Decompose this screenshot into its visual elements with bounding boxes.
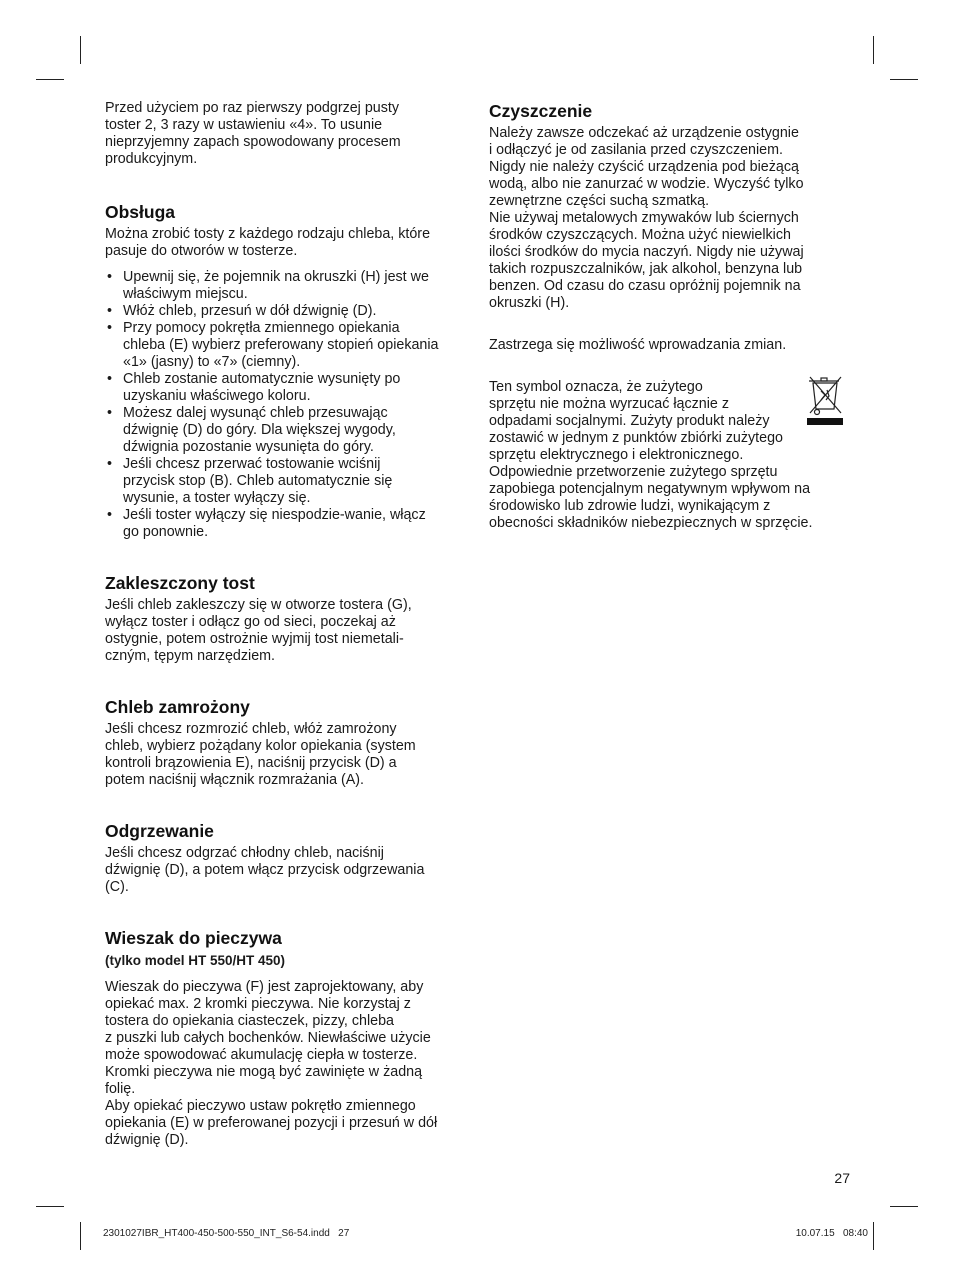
crossed-out-wheelie-bin-icon bbox=[805, 373, 845, 425]
section-heading-wieszak: Wieszak do pieczywa bbox=[105, 928, 282, 948]
list-item: • Jeśli toster wyłączy się niespodzie-wanie, włącz go ponownie. bbox=[105, 507, 470, 541]
wieszak-paragraph: Wieszak do pieczywa (F) jest zaprojektowany, aby opiekać max. 2 kromki pieczywa. Nie korzystaj z tostera do opiekania ciasteczek, pizzy, chleba z puszki lub całych bochenków. Niewłaściwe użycie może spowodować akumulację ciepła w tosterze. Kromki pieczywa nie mogą być zawinięte w żadną folię. Aby opiekać pieczywo ustaw pokrętło zmiennego opiekania (E) w preferowanej pozycji i przesuń w dół dźwignię (D). bbox=[105, 979, 438, 1148]
list-item: • Możesz dalej wysunąć chleb przesuwając dźwignię (D) do góry. Dla większej wygody, dźwignia pozostanie wysunięta do góry. bbox=[105, 405, 470, 456]
crop-mark bbox=[36, 1206, 64, 1207]
section-heading-czyszczenie: Czyszczenie bbox=[489, 101, 593, 121]
list-item: • Przy pomocy pokrętła zmiennego opiekania chleba (E) wybierz preferowany stopień opiekania «1» (jasny) to «7» (ciemny). bbox=[105, 320, 470, 371]
crop-mark bbox=[873, 36, 874, 64]
list-item: • Chleb zostanie automatycznie wysunięty po uzyskaniu właściwego koloru. bbox=[105, 371, 470, 405]
intro-paragraph: Przed użyciem po raz pierwszy podgrzej pusty toster 2, 3 razy w ustawieniu «4». To usunie nieprzyjemny zapach spowodowany procesem produkcyjnym. bbox=[105, 100, 401, 167]
crop-mark bbox=[36, 79, 64, 80]
zakleszczony-paragraph: Jeśli chleb zakleszczy się w otworze tostera (G), wyłącz toster i odłącz go od sieci, poczekaj aż ostygnie, potem ostrożnie wyjmij tost niemetali- czným, tępym narzędziem. bbox=[105, 597, 412, 664]
czyszczenie-paragraph: Należy zawsze odczekać aż urządzenie ostygnie i odłączyć je od zasilania przed czyszczeniem. Nigdy nie należy czyścić urządzenia pod bieżącą wodą, albo nie zanurzać w wodzie. Wyczyść tylko zewnętrzne części suchą szmatką. Nie używaj metalowych zmywaków lub ściernych środków czyszczących. Można użyć niewielkich ilości środków do mycia naczyń. Nigdy nie używaj takich rozpuszczalników, jak alkohol, benzyna lub benzen. Od czasu do czasu opróżnij pojemnik na okruszki (H). bbox=[489, 125, 804, 311]
crop-mark bbox=[80, 1222, 81, 1250]
odgrzewanie-paragraph: Jeśli chcesz odgrzać chłodny chleb, naciśnij dźwignię (D), a potem włącz przycisk odgrzewania (C). bbox=[105, 845, 425, 895]
obsluga-paragraph: Można zrobić tosty z każdego rodzaju chleba, które pasuje do otworów w tosterze. bbox=[105, 226, 431, 259]
section-heading-odgrzewanie: Odgrzewanie bbox=[105, 821, 214, 841]
crop-mark bbox=[80, 36, 81, 64]
section-heading-zakleszczony: Zakleszczony tost bbox=[105, 573, 255, 593]
weee-paragraph: Ten symbol oznacza, że zużytego sprzętu nie można wyrzucać łącznie z odpadami socjalnymi. Zużyty produkt należy zostawić w jednym z punktów zbiórki zużytego sprzętu elektrycznego i elektronicznego. Odpowiednie przetworzenie zużytego sprzętu zapobiega potencjalnym negatywnym wpływom na środowisko lub zdrowie ludzi, wynikającym z obecności składników niebezpiecznych w sprzęcie. bbox=[489, 379, 813, 531]
right-column bbox=[489, 100, 841, 532]
section-heading-zamrozony: Chleb zamrożony bbox=[105, 697, 250, 717]
left-column bbox=[105, 100, 470, 1149]
obsluga-steps-list bbox=[105, 269, 470, 541]
weee-notice bbox=[489, 379, 841, 532]
zamrozony-paragraph: Jeśli chcesz rozmrozić chleb, włóż zamrożony chleb, wybierz pożądany kolor opiekania (system kontroli brązowienia E), naciśnij przycisk (D) a potem naciśnij włącznik rozmrażania (A). bbox=[105, 721, 416, 788]
section-heading-obsluga: Obsługa bbox=[105, 202, 176, 222]
list-item: • Włóż chleb, przesuń w dół dźwignię (D). bbox=[105, 303, 470, 320]
crop-mark bbox=[873, 1222, 874, 1250]
crop-mark bbox=[890, 79, 918, 80]
list-item: • Upewnij się, że pojemnik na okruszki (H) jest we właściwym miejscu. bbox=[105, 269, 470, 303]
crop-mark bbox=[890, 1206, 918, 1207]
footer-file-name: 2301027IBR_HT400-450-500-550_INT_S6-54.indd 27 bbox=[103, 1228, 350, 1239]
page-number: 27 bbox=[834, 1170, 850, 1186]
wieszak-subheading: (tylko model HT 550/HT 450) bbox=[105, 953, 286, 968]
changes-notice: Zastrzega się możliwość wprowadzania zmian. bbox=[489, 337, 787, 353]
footer-date-time: 10.07.15 08:40 bbox=[795, 1228, 868, 1239]
list-item: • Jeśli chcesz przerwać tostowanie wciśnij przycisk stop (B). Chleb automatycznie się wysunie, a toster wyłączy się. bbox=[105, 456, 470, 507]
